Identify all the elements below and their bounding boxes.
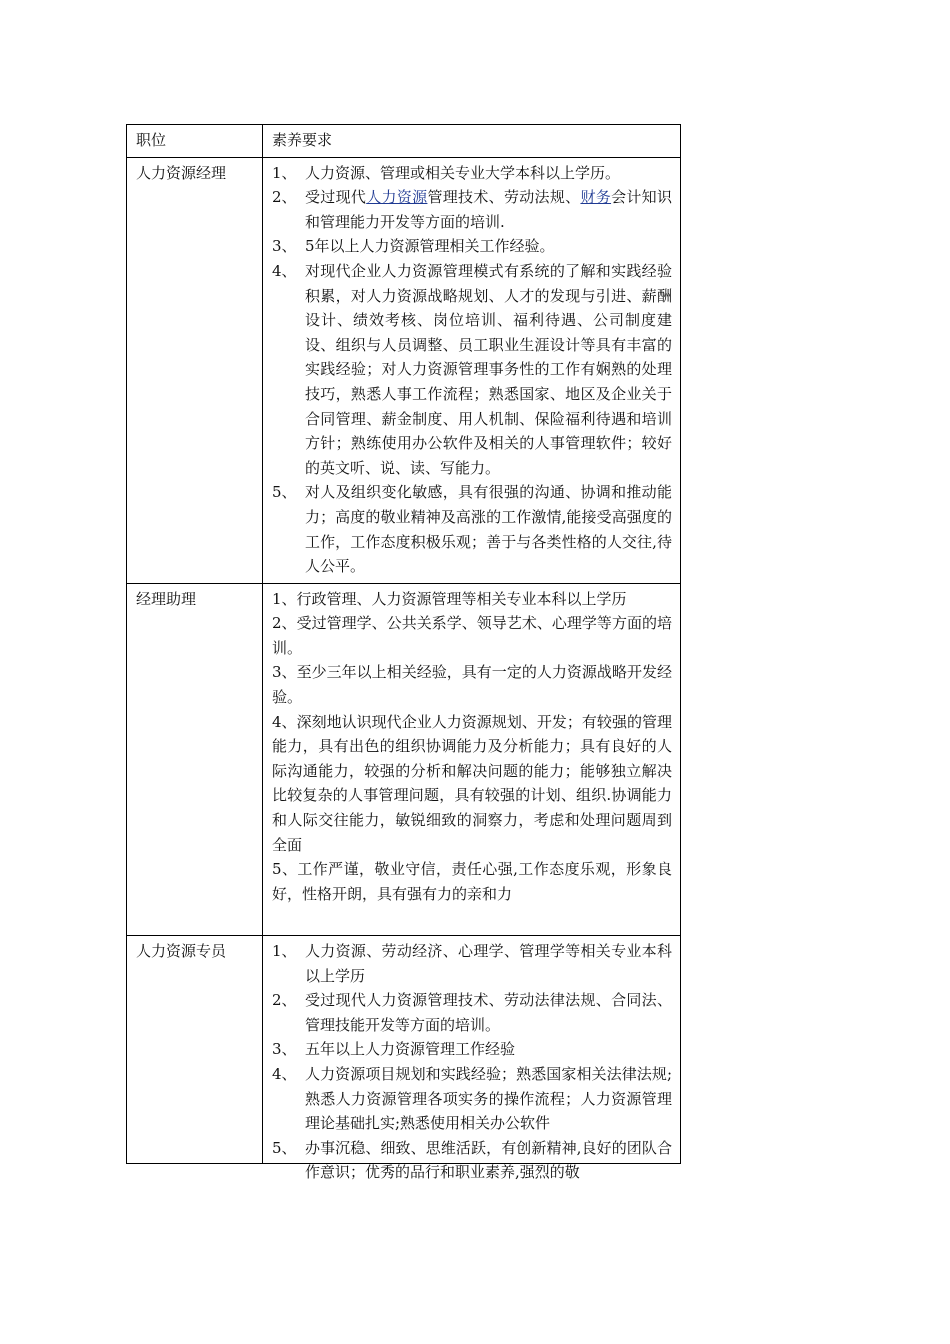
item-text bbox=[305, 185, 672, 234]
position-title: 经理助理 bbox=[127, 583, 263, 935]
item-number: 4、 bbox=[272, 1064, 297, 1083]
requirements-cell bbox=[263, 936, 681, 1182]
header-requirements: 素养要求 bbox=[263, 125, 681, 158]
item-text: 人力资源项目规划和实践经验；熟悉国家相关法律法规;熟悉人力资源管理各项实务的操作流程；人力资源管理理论基础扎实;熟悉使用相关办公软件 bbox=[305, 1064, 672, 1133]
requirement-paragraph: 4、深刻地认识现代企业人力资源规划、开发；有较强的管理能力，具有出色的组织协调能力及分析能力；具有良好的人际沟通能力，较强的分析和解决问题的能力；能够独立解决比较复杂的人事管理问题，具有较强的计划、组织.协调能力和人际交往能力，敏锐细致的洞察力，考虑和处理问题周到全面 bbox=[272, 712, 672, 854]
requirements-table bbox=[126, 124, 681, 1182]
header-position: 职位 bbox=[127, 125, 263, 158]
item-number: 3、 bbox=[272, 1040, 297, 1059]
item-number: 2、 bbox=[272, 188, 297, 207]
requirements-cell bbox=[263, 157, 681, 583]
requirements-list bbox=[272, 939, 672, 1185]
item-text: 5年以上人力资源管理相关工作经验。 bbox=[305, 237, 555, 256]
text-segment: 会计知识和管理能力开发等方面的培训. bbox=[305, 188, 672, 231]
requirement-paragraph: 2、受过管理学、公共关系学、领导艺术、心理学等方面的培训。 bbox=[272, 614, 672, 657]
item-number: 5、 bbox=[272, 1138, 297, 1157]
item-number: 4、 bbox=[272, 261, 297, 280]
list-item bbox=[272, 185, 672, 234]
text-segment: 受过现代 bbox=[305, 188, 367, 207]
item-text: 人力资源、劳动经济、心理学、管理学等相关专业本科以上学历 bbox=[305, 942, 672, 985]
item-text: 人力资源、管理或相关专业大学本科以上学历。 bbox=[305, 163, 621, 182]
item-number: 2、 bbox=[272, 991, 297, 1010]
requirements-cell bbox=[263, 583, 681, 935]
list-item bbox=[272, 259, 672, 480]
list-item bbox=[272, 1062, 672, 1136]
list-item bbox=[272, 161, 672, 186]
finance-link[interactable]: 财务 bbox=[580, 188, 612, 207]
requirement-paragraph: 3、至少三年以上相关经验，具有一定的人力资源战略开发经验。 bbox=[272, 663, 672, 707]
list-item bbox=[272, 988, 672, 1037]
text-segment: 管理技术、劳动法规、 bbox=[427, 188, 581, 207]
item-number: 1、 bbox=[272, 942, 297, 960]
position-title: 人力资源专员 bbox=[127, 936, 263, 1164]
list-item bbox=[272, 939, 672, 988]
list-item bbox=[272, 1136, 672, 1185]
requirements-list bbox=[272, 161, 672, 579]
list-item bbox=[272, 234, 672, 259]
list-item bbox=[272, 480, 672, 578]
item-text: 对人及组织变化敏感，具有很强的沟通、协调和推动能力；高度的敬业精神及高涨的工作激情,能接受高强度的工作，工作态度积极乐观；善于与各类性格的人交往,待人公平。 bbox=[305, 483, 672, 576]
requirement-paragraph: 5、工作严谨，敬业守信，责任心强,工作态度乐观，形象良好，性格开朗，具有强有力的亲和力 bbox=[272, 860, 672, 903]
table-row-hr-manager bbox=[127, 157, 681, 583]
item-number: 3、 bbox=[272, 237, 297, 256]
item-text: 五年以上人力资源管理工作经验 bbox=[305, 1040, 516, 1059]
hr-link[interactable]: 人力资源 bbox=[366, 188, 428, 207]
list-item bbox=[272, 1037, 672, 1062]
item-number: 5、 bbox=[272, 483, 297, 502]
item-text: 受过现代人力资源管理技术、劳动法律法规、合同法、管理技能开发等方面的培训。 bbox=[305, 991, 672, 1034]
table-row-manager-assistant bbox=[127, 583, 681, 935]
item-number: 1、 bbox=[272, 163, 297, 182]
table-header-row bbox=[127, 125, 681, 158]
position-title: 人力资源经理 bbox=[127, 157, 263, 583]
requirement-paragraph: 1、行政管理、人力资源管理等相关专业本科以上学历 bbox=[272, 589, 627, 608]
empty-line bbox=[272, 906, 672, 931]
table-row-hr-specialist bbox=[127, 936, 681, 1164]
item-text: 对现代企业人力资源管理模式有系统的了解和实践经验积累，对人力资源战略规划、人才的发现与引进、薪酬设计、绩效考核、岗位培训、福利待遇、公司制度建设、组织与人员调整、员工职业生涯设计等具有丰富的实践经验；对人力资源管理事务性的工作有娴熟的处理技巧，熟悉人事工作流程；熟悉国家、地区及企业关于合同管理、薪金制度、用人机制、保险福利待遇和培训方针；熟练使用办公软件及相关的人事管理软件；较好的英文听、说、读、写能力。 bbox=[305, 261, 672, 477]
item-text: 办事沉稳、细致、思维活跃，有创新精神,良好的团队合作意识；优秀的品行和职业素养,强烈的敬 bbox=[305, 1138, 672, 1182]
cell-clip bbox=[272, 939, 672, 1182]
